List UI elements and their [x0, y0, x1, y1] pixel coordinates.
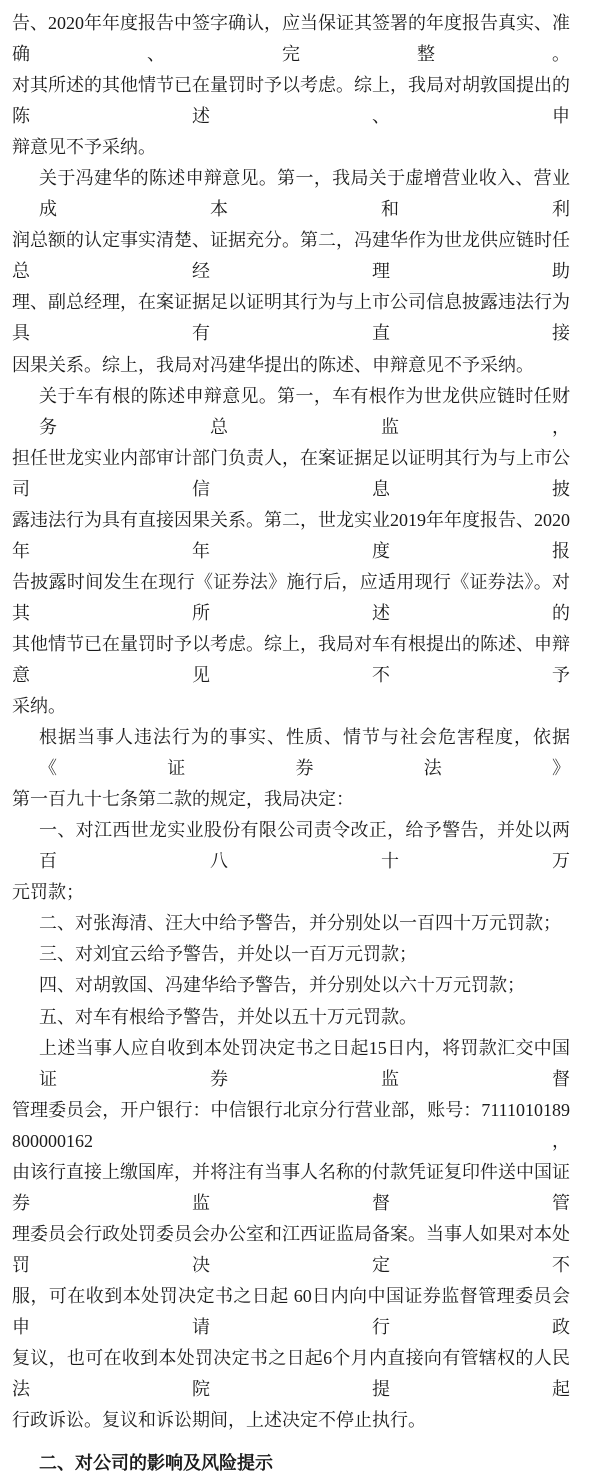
- text-line: 上述当事人应自收到本处罚决定书之日起15日内，将罚款汇交中国证券监督: [39, 1037, 570, 1089]
- document-body: [12, 0, 570, 1436]
- text-line: 元罚款；: [12, 882, 84, 903]
- text-line: 润总额的认定事实清楚、证据充分。第二，冯建华作为世龙供应链时任总经理助: [12, 230, 570, 282]
- text-line: 告披露时间发生在现行《证券法》施行后，应适用现行《证券法》。对其所述的: [12, 571, 570, 623]
- text-line: 根据当事人违法行为的事实、性质、情节与社会危害程度，依据《证券法》: [39, 727, 570, 779]
- text-line: 采纳。: [12, 696, 66, 717]
- text-line: 关于冯建华的陈述申辩意见。第一，我局关于虚增营业收入、营业成本和利: [39, 168, 570, 220]
- text-line: 理委员会行政处罚委员会办公室和江西证监局备案。当事人如果对本处罚决定不: [12, 1223, 570, 1275]
- text-line: 其他情节已在量罚时予以考虑。综上，我局对车有根提出的陈述、申辩意见不予: [12, 633, 570, 685]
- text-line: 服，可在收到本处罚决定书之日起 60日内向中国证券监督管理委员会申请行政: [12, 1285, 570, 1337]
- text-line: 二、对张海清、汪大中给予警告，并分别处以一百四十万元罚款；: [39, 913, 561, 934]
- text-line: 第一百九十七条第二款的规定，我局决定：: [12, 789, 354, 810]
- text-line: 对其所述的其他情节已在量罚时予以考虑。综上，我局对胡敦国提出的陈述、申: [12, 75, 570, 127]
- text-line: 理、副总经理，在案证据足以证明其行为与上市公司信息披露违法行为具有直接: [12, 292, 570, 344]
- text-line: 一、对江西世龙实业股份有限公司责令改正，给予警告，并处以两百八十万: [39, 820, 570, 872]
- text-line: 告、2020年年度报告中签字确认，应当保证其签署的年度报告真实、准确、完整。: [12, 13, 570, 65]
- text-line: 四、对胡敦国、冯建华给予警告，并分别处以六十万元罚款；: [39, 975, 525, 996]
- text-line: 管理委员会，开户银行：中信银行北京分行营业部，账号：7111010189800000162，: [12, 1099, 570, 1151]
- text-line: 复议，也可在收到本处罚决定书之日起6个月内直接向有管辖权的人民法院提起: [12, 1348, 570, 1400]
- text-line: 辩意见不予采纳。: [12, 137, 156, 158]
- text-line: 由该行直接上缴国库，并将注有当事人名称的付款凭证复印件送中国证券监督管: [12, 1161, 570, 1213]
- text-line: 三、对刘宜云给予警告，并处以一百万元罚款；: [39, 944, 417, 965]
- text-line: 担任世龙实业内部审计部门负责人，在案证据足以证明其行为与上市公司信息披: [12, 447, 570, 499]
- text-line: 露违法行为具有直接因果关系。第二，世龙实业2019年年度报告、2020年年度报: [12, 509, 570, 561]
- section-heading: 二、对公司的影响及风险提示: [39, 1453, 273, 1474]
- text-line: 五、对车有根给予警告，并处以五十万元罚款。: [39, 1006, 417, 1027]
- text-line: 因果关系。综上，我局对冯建华提出的陈述、申辩意见不予采纳。: [12, 354, 534, 375]
- text-line: 行政诉讼。复议和诉讼期间，上述决定不停止执行。: [12, 1410, 426, 1431]
- text-line: 关于车有根的陈述申辩意见。第一，车有根作为世龙供应链时任财务总监，: [39, 385, 570, 437]
